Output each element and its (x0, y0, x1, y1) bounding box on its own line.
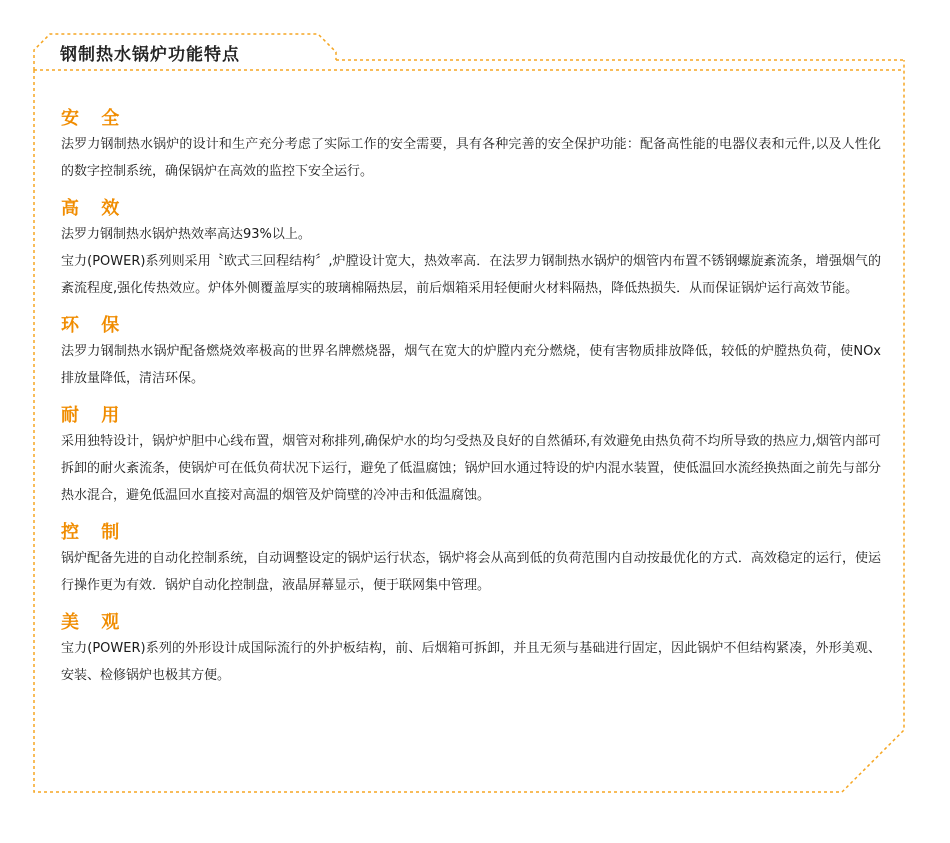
page-title: 钢制热水锅炉功能特点 (60, 45, 240, 65)
section-paragraph: 锅炉配备先进的自动化控制系统，自动调整设定的锅炉运行状态，锅炉将会从高到低的负荷范围内自动按最优化的方式．高效稳定的运行，使运行操作更为有效．锅炉自动化控制盘，液晶屏幕显示，便于联网集中管理。 (61, 551, 881, 593)
section-heading: 环 保 (61, 315, 128, 336)
section-paragraph: 宝力(POWER)系列的外形设计成国际流行的外护板结构，前、后烟箱可拆卸，并且无须与基础进行固定，因此锅炉不但结构紧凑，外形美观、安装、检修锅炉也极其方便。 (61, 641, 881, 683)
section-heading: 美 观 (61, 612, 128, 633)
section-heading: 安 全 (61, 108, 128, 129)
section-durability (61, 404, 881, 509)
section-paragraph: 法罗力钢制热水锅炉的设计和生产充分考虑了实际工作的安全需要，具有各种完善的安全保护功能：配备高性能的电器仪表和元件,以及人性化的数字控制系统，确保锅炉在高效的监控下安全运行。 (61, 137, 881, 179)
section-heading: 耐 用 (61, 405, 128, 426)
section-paragraph: 法罗力钢制热水锅炉热效率高达93%以上。 (61, 227, 311, 242)
section-heading: 高 效 (61, 198, 128, 219)
section-control (61, 521, 881, 599)
section-paragraph: 法罗力钢制热水锅炉配备燃烧效率极高的世界名牌燃烧器，烟气在宽大的炉膛内充分燃烧，使有害物质排放降低，较低的炉膛热负荷，使NOx排放量降低，清洁环保。 (61, 344, 881, 386)
section-paragraph: 采用独特设计，锅炉炉胆中心线布置，烟管对称排列,确保炉水的均匀受热及良好的自然循环,有效避免由热负荷不均所导致的热应力,烟管内部可拆卸的耐火紊流条，使锅炉可在低负荷状况下运行，避免了低温腐蚀；锅炉回水通过特设的炉内混水装置，使低温回水流经换热面之前先与部分热水混合，避免低温回水直接对高温的烟管及炉筒壁的冷冲击和低温腐蚀。 (61, 434, 881, 503)
section-paragraph: 宝力(POWER)系列则采用〝欧式三回程结构〞,炉膛设计宽大，热效率高．在法罗力钢制热水锅炉的烟管内布置不锈钢螺旋紊流条，增强烟气的紊流程度,强化传热效应。炉体外侧覆盖厚实的玻璃棉隔热层，前后烟箱采用轻便耐火材料隔热，降低热损失．从而保证锅炉运行高效节能。 (61, 254, 881, 296)
section-safety (61, 107, 881, 185)
content-body (61, 107, 881, 689)
section-heading: 控 制 (61, 522, 128, 543)
section-efficiency (61, 197, 881, 302)
section-environment (61, 314, 881, 392)
section-appearance (61, 611, 881, 689)
